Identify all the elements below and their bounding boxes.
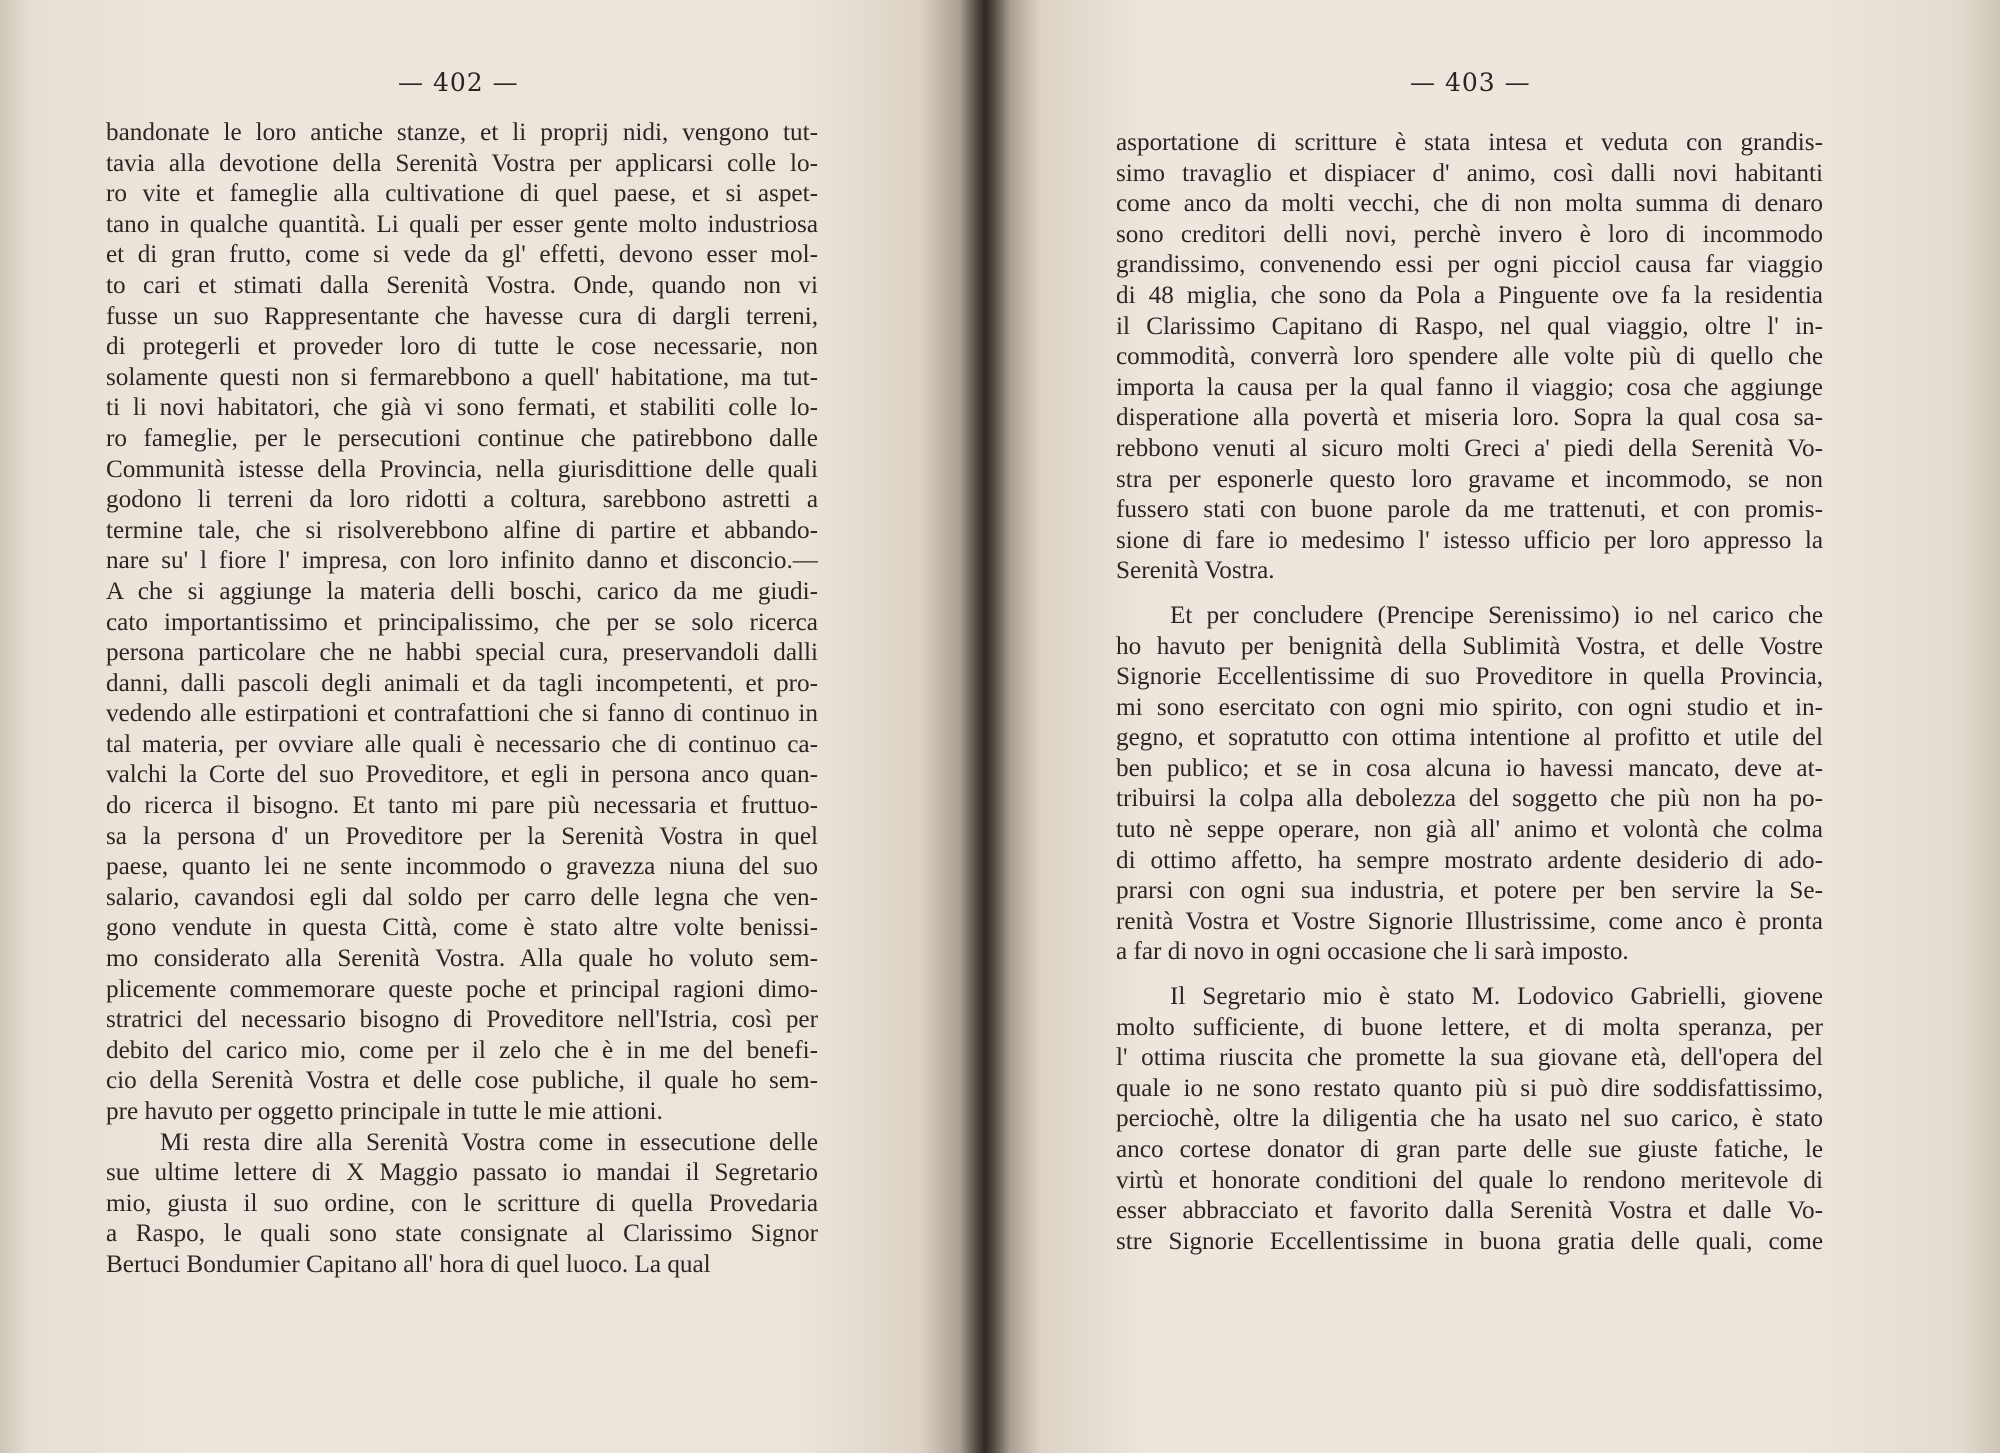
text-line: gono vendute in questa Città, come è stato altre volte benissi-	[106, 914, 818, 942]
text-line: renità Vostra et Vostre Signorie Illustrissime, come anco è pronta	[1116, 907, 1823, 935]
right-page	[1000, 0, 2000, 1453]
text-line: ro fameglie, per le persecutioni continue che patirebbono dalle	[106, 424, 818, 452]
text-line: rebbono venuti al sicuro molti Greci a' piedi della Serenità Vo-	[1116, 434, 1823, 462]
text-line: di 48 miglia, che sono da Pola a Pinguente ove fa la residentia	[1116, 281, 1823, 309]
text-line: a far di novo in ogni occasione che li sarà imposto.	[1116, 938, 1629, 966]
text-line: stratrici del necessario bisogno di Proveditore nell'Istria, così per	[106, 1006, 818, 1034]
text-line: ho havuto per benignità della Sublimità Vostra, et delle Vostre	[1116, 632, 1823, 660]
text-line: valchi la Corte del suo Proveditore, et egli in persona anco quan-	[106, 761, 818, 789]
paragraph-gap	[1116, 968, 1823, 982]
page-body	[106, 118, 818, 1281]
paragraph-gap	[1116, 587, 1823, 601]
text-line: mio, giusta il suo ordine, con le scritture di quella Provedaria	[106, 1189, 818, 1217]
text-line: Il Segretario mio è stato M. Lodovico Gabrielli, giovene	[1170, 983, 1823, 1011]
text-line: Bertuci Bondumier Capitano all' hora di quel luoco. La qual	[106, 1250, 711, 1278]
text-line: tano in qualche quantità. Li quali per esser gente molto industriosa	[106, 210, 818, 238]
text-line: di protegerli et proveder loro di tutte le cose necessarie, non	[106, 333, 818, 361]
text-line: mi sono esercitato con ogni mio spirito, con ogni studio et in-	[1116, 693, 1823, 721]
text-line: sione di fare io medesimo l' istesso ufficio per loro appresso la	[1116, 526, 1823, 554]
text-line: pre havuto per oggetto principale in tutte le mie attioni.	[106, 1098, 663, 1125]
text-line: fussero stati con buone parole da me trattenuti, et con promis-	[1116, 496, 1823, 524]
text-line: A che si aggiunge la materia delli boschi, carico da me giudi-	[106, 577, 818, 605]
text-line: Mi resta dire alla Serenità Vostra come in essecutione delle	[160, 1128, 818, 1156]
text-line: sa la persona d' un Proveditore per la Serenità Vostra in quel	[106, 822, 818, 850]
text-line: fusse un suo Rappresentante che havesse cura di dargli terreni,	[106, 302, 818, 330]
text-line: sono creditori delli novi, perchè invero è loro di incommodo	[1116, 220, 1823, 248]
text-line: ro vite et fameglie alla cultivatione di quel paese, et si aspet-	[106, 180, 818, 208]
text-line: godono li terreni da loro ridotti a coltura, sarebbono astretti a	[106, 486, 818, 514]
text-line: commodità, converrà loro spendere alle volte più di quello che	[1116, 343, 1823, 371]
text-line: mo considerato alla Serenità Vostra. Alla quale ho voluto sem-	[106, 945, 818, 973]
text-line: molto sufficiente, di buone lettere, et di molta speranza, per	[1116, 1013, 1823, 1041]
text-line: anco cortese donator di gran parte delle sue giuste fatiche, le	[1116, 1136, 1823, 1163]
page-body	[1116, 128, 1823, 1257]
text-line: ti li novi habitatori, che già vi sono fermati, et stabiliti colle lo-	[106, 394, 818, 422]
text-line: l' ottima riuscita che promette la sua giovane età, dell'opera del	[1116, 1044, 1823, 1072]
text-line: sue ultime lettere di X Maggio passato io mandai il Segretario	[106, 1159, 818, 1187]
text-line: tribuirsi la colpa alla debolezza del soggetto che più non ha po-	[1116, 785, 1823, 813]
text-line: tal materia, per ovviare alle quali è necessario che di continuo ca-	[106, 730, 818, 758]
text-line: come anco da molti vecchi, che di non molta summa di denaro	[1116, 190, 1823, 218]
text-line: prarsi con ogni sua industria, et potere per ben servire la Se-	[1116, 877, 1823, 905]
text-line: nare su' l fiore l' impresa, con loro infinito danno et disconcio.—	[106, 547, 818, 575]
text-line: importa la causa per la qual fanno il viaggio; cosa che aggiunge	[1116, 373, 1823, 401]
text-line: cio della Serenità Vostra et delle cose publiche, il quale ho sem-	[106, 1067, 818, 1095]
text-line: esser abbracciato et favorito dalla Serenità Vostra et dalle Vo-	[1116, 1197, 1823, 1225]
text-line: stra per esponerle questo loro gravame et incommodo, se non	[1116, 465, 1823, 493]
text-line: solamente questi non si fermarebbono a quell' habitatione, ma tut-	[106, 363, 818, 391]
text-line: danni, dalli pascoli degli animali et da tagli incompetenti, et pro-	[106, 669, 818, 697]
text-line: salario, cavandosi egli dal soldo per carro delle legna che ven-	[106, 883, 818, 911]
text-line: et di gran frutto, come si vede da gl' effetti, devono esser mol-	[106, 241, 818, 269]
text-line: termine tale, che si risolverebbono alfine di partire et abbando-	[106, 516, 818, 544]
text-line: a Raspo, le quali sono state consignate al Clarissimo Signor	[106, 1220, 818, 1248]
text-line: perciochè, oltre la diligentia che ha usato nel suo carico, è stato	[1116, 1105, 1823, 1133]
text-line: disperatione alla povertà et miseria loro. Sopra la qual cosa sa-	[1116, 404, 1823, 432]
page-number: — 403 —	[1410, 68, 1531, 97]
page-number: — 402 —	[398, 68, 519, 97]
text-line: bandonate le loro antiche stanze, et li proprij nidi, vengono tut-	[106, 119, 818, 146]
text-line: il Clarissimo Capitano di Raspo, nel qual viaggio, oltre l' in-	[1116, 312, 1823, 340]
text-line: ben publico; et se in cosa alcuna io havessi mancato, deve at-	[1116, 754, 1823, 782]
text-line: to cari et stimati dalla Serenità Vostra. Onde, quando non vi	[106, 271, 818, 299]
text-line: debito del carico mio, come per il zelo che è in me del benefi-	[106, 1036, 818, 1064]
text-line: persona particolare che ne habbi special cura, preservandoli dalli	[106, 639, 818, 667]
text-line: Communità istesse della Provincia, nella giurisdittione delle quali	[106, 455, 818, 483]
text-line: asportatione di scritture è stata intesa et veduta con grandis-	[1116, 129, 1823, 156]
text-line: virtù et honorate conditioni del quale lo rendono meritevole di	[1116, 1166, 1823, 1194]
text-line: simo travaglio et dispiacer d' animo, così dalli novi habitanti	[1116, 159, 1823, 187]
text-line: di ottimo affetto, ha sempre mostrato ardente desiderio di ado-	[1116, 846, 1823, 874]
text-line: quale io ne sono restato quanto più si può dire soddisfattissimo,	[1116, 1074, 1823, 1102]
text-line: paese, quanto lei ne sente incommodo o gravezza niuna del suo	[106, 853, 818, 881]
text-line: do ricerca il bisogno. Et tanto mi pare più necessaria et fruttuo-	[106, 792, 818, 820]
text-line: Signorie Eccellentissime di suo Proveditore in quella Provincia,	[1116, 663, 1823, 691]
text-line: Et per concludere (Prencipe Serenissimo) io nel carico che	[1170, 601, 1823, 629]
text-line: grandissimo, convenendo essi per ogni picciol causa far viaggio	[1116, 251, 1823, 279]
text-line: stre Signorie Eccellentissime in buona gratia delle quali, come	[1116, 1227, 1823, 1255]
text-line: vedendo alle estirpationi et contrafattioni che si fanno di continuo in	[106, 700, 818, 728]
text-line: Serenità Vostra.	[1116, 557, 1275, 585]
text-line: gegno, et sopratutto con ottima intentione al profitto et utile del	[1116, 724, 1823, 752]
text-line: plicemente commemorare queste poche et principal ragioni dimo-	[106, 975, 818, 1003]
left-page	[0, 0, 970, 1453]
text-line: tavia alla devotione della Serenità Vostra per applicarsi colle lo-	[106, 149, 818, 177]
text-line: tuto nè seppe operare, non già all' animo et volontà che colma	[1116, 816, 1823, 844]
text-line: cato importantissimo et principalissimo, che per se solo ricerca	[106, 608, 818, 636]
